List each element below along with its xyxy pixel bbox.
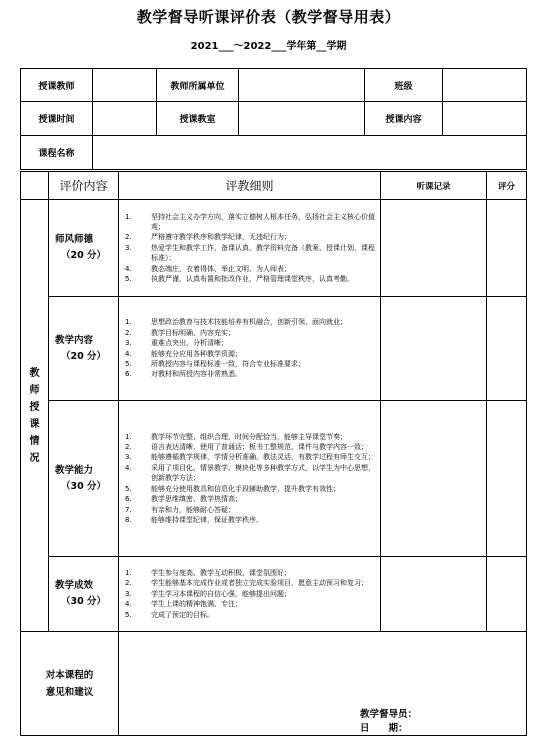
- side-char: 授: [29, 401, 40, 413]
- criterion-item: 7. 有亲和力，能够耐心答疑；: [125, 505, 235, 514]
- time-field[interactable]: [93, 102, 157, 136]
- score-ethics[interactable]: [487, 200, 527, 297]
- criterion-item: 2. 学生能够基本完成作业或者独立完成实验项目，愿意主动预习和复习；: [125, 579, 368, 588]
- criteria-outcome: [119, 557, 381, 632]
- criterion-item: 2. 语言表达清晰，使用了普通话；板书工整规范，课件与教学内容一致；: [125, 443, 368, 452]
- side-char: 况: [29, 452, 40, 464]
- comments-field[interactable]: [119, 632, 527, 736]
- header-content: 评价内容: [49, 172, 119, 200]
- criterion-item: 5. 能够充分使用教具和信息化手段辅助教学，提升教学有效性；: [125, 484, 340, 493]
- criterion-item: 4. 采用了项目化、情景教学、模块化等多种教学方式，以学生为中心思想，创新教学方法；: [125, 463, 375, 483]
- criterion-item: 2. 严格遵守教学秩序和教学纪律，无违纪行为；: [125, 233, 291, 242]
- unit-field[interactable]: [239, 69, 365, 102]
- class-field[interactable]: [443, 69, 527, 102]
- teacher-label: 授课教师: [21, 69, 93, 102]
- criterion-item: 5. 执教严谨，认真布置和批改作业，严格管理课堂秩序，认真考勤。: [125, 275, 354, 284]
- basic-info-table: [20, 68, 527, 170]
- academic-term: 2021___～2022___学年第__学期: [190, 41, 347, 52]
- criterion-item: 6. 教学思维缜密、教学热情高；: [125, 495, 242, 504]
- room-label: 授课教室: [157, 102, 239, 136]
- criterion-item: 4. 学生上课的精神饱满、专注；: [125, 600, 242, 609]
- content-field[interactable]: [443, 102, 527, 136]
- record-ethics[interactable]: [381, 200, 487, 297]
- criterion-item: 3. 重难点突出，分析清晰；: [125, 339, 228, 348]
- comments-label: 对本课程的 意见和建议: [21, 632, 119, 736]
- teacher-field[interactable]: [93, 69, 157, 102]
- category-content: 教学内容 （20 分）: [49, 297, 119, 401]
- record-ability[interactable]: [381, 401, 487, 557]
- score-outcome[interactable]: [487, 557, 527, 632]
- side-char: 课: [29, 418, 40, 430]
- course-field[interactable]: [93, 136, 527, 170]
- form-title: 教学督导听课评价表（教学督导用表）: [136, 8, 401, 26]
- header-score: 评分: [487, 172, 527, 200]
- criterion-item: 5. 所教授内容与课程标准一致，符合专业标准要求；: [125, 359, 305, 368]
- criteria-content: [119, 297, 381, 401]
- header-spacer: [21, 172, 49, 200]
- header-record: 听课记录: [381, 172, 487, 200]
- criterion-item: 3. 学生学习本课程的自信心强，能够提出问题；: [125, 589, 291, 598]
- criterion-item: 4. 能够充分应用各种教学资源；: [125, 349, 242, 358]
- time-label: 授课时间: [21, 102, 93, 136]
- criterion-item: 5. 完成了预定的目标。: [125, 610, 214, 619]
- side-char: 情: [29, 435, 40, 447]
- content-label: 授课内容: [365, 102, 443, 136]
- category-ethics: 师风师德 （20 分）: [49, 200, 119, 297]
- category-outcome: 教学成效 （30 分）: [49, 557, 119, 632]
- category-ability: 教学能力 （30 分）: [49, 401, 119, 557]
- criterion-item: 8. 能够维持课堂纪律，保证教学秩序。: [125, 515, 263, 524]
- criterion-item: 1. 教学环节完整、组织合理，时间分配恰当，能够主导课堂节奏；: [125, 432, 347, 441]
- header-detail: 评教细则: [119, 172, 381, 200]
- evaluation-table: [20, 171, 527, 736]
- room-field[interactable]: [239, 102, 365, 136]
- criterion-item: 2. 教学目标明确、内容充实；: [125, 328, 235, 337]
- criterion-item: 3. 热爱学生和教学工作，备课认真，教学资料完备（教案、授课计划、课程标准）；: [125, 243, 375, 263]
- course-label: 课程名称: [21, 136, 93, 170]
- teaching-section-label: [21, 200, 49, 632]
- criterion-item: 1. 学生参与度高、教学互动积极、课堂氛围好；: [125, 568, 291, 577]
- criteria-ability: [119, 401, 381, 557]
- class-label: 班级: [365, 69, 443, 102]
- signature-date: 日 期：: [360, 723, 408, 734]
- score-ability[interactable]: [487, 401, 527, 557]
- side-char: 教: [29, 367, 40, 379]
- criterion-item: 3. 能够遵循教学规律，学情分析准确，教法灵活，有教学过程有师生交互；: [125, 453, 375, 462]
- side-char: 师: [29, 384, 40, 396]
- supervisor-signature: 教学督导员：: [360, 709, 418, 720]
- score-content[interactable]: [487, 297, 527, 401]
- criterion-item: 1. 坚持社会主义办学方向，落实立德树人根本任务，弘扬社会主义核心价值观；: [125, 212, 375, 231]
- unit-label: 教师所属单位: [157, 69, 239, 102]
- record-outcome[interactable]: [381, 557, 487, 632]
- criterion-item: 4. 教态端庄，衣着得体、举止文明、为人师表；: [125, 264, 291, 273]
- criterion-item: 6. 对教材和所授内容非常熟悉。: [125, 370, 242, 379]
- record-content[interactable]: [381, 297, 487, 401]
- criterion-item: 1. 思想政治教育与技术技能培养有机融合，创新引领、面向就业；: [125, 318, 347, 327]
- criteria-ethics: [119, 200, 381, 297]
